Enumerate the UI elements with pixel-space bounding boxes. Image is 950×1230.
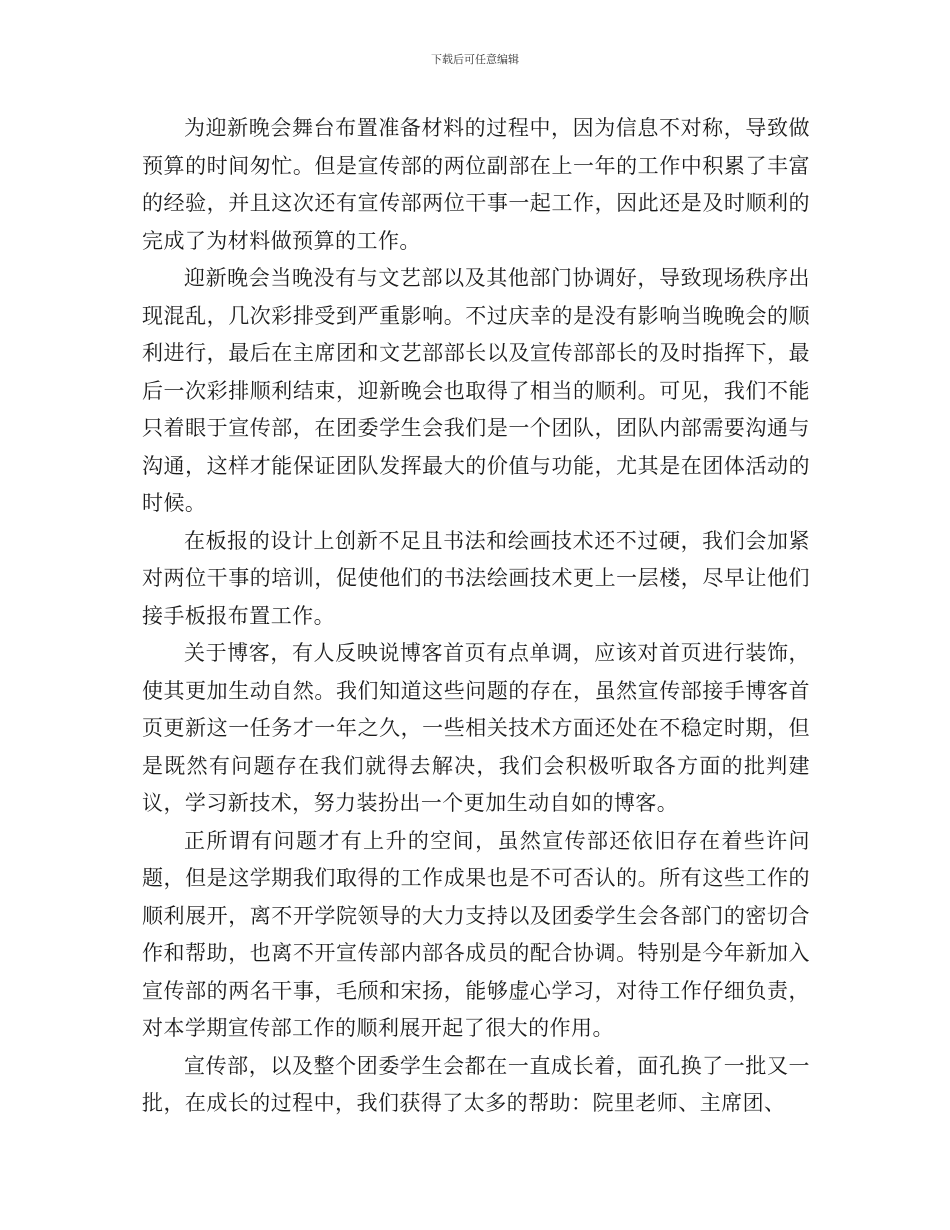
paragraph-blackboard-design: 在板报的设计上创新不足且书法和绘画技术还不过硬，我们会加紧对两位干事的培训，促使他们的书法绘画技术更上一层楼，尽早让他们接手板报布置工作。 <box>142 528 810 628</box>
paragraph-achievements: 正所谓有问题才有上升的空间，虽然宣传部还依旧存在着些许问题，但是这学期我们取得的工作成果也是不可否认的。所有这些工作的顺利展开，离不开学院领导的大力支持以及团委学生会各部门的密切合作和帮助，也离不开宣传部内部各成员的配合协调。特别是今年新加入宣传部的两名干事，毛颀和宋扬，能够虚心学习，对待工作仔细负责，对本学期宣传部工作的顺利展开起了很大的作用。 <box>142 828 810 1040</box>
paragraph-blog: 关于博客，有人反映说博客首页有点单调，应该对首页进行装饰，使其更加生动自然。我们知道这些问题的存在，虽然宣传部接手博客首页更新这一任务才一年之久，一些相关技术方面还处在不稳定时期，但是既然有问题存在我们就得去解决，我们会积极听取各方面的批判建议，学习新技术，努力装扮出一个更加生动自如的博客。 <box>142 641 810 815</box>
paragraph-stage-materials: 为迎新晚会舞台布置准备材料的过程中，因为信息不对称，导致做预算的时间匆忙。但是宣传部的两位副部在上一年的工作中积累了丰富的经验，并且这次还有宣传部两位干事一起工作，因此还是及时顺利的完成了为材料做预算的工作。 <box>142 116 810 253</box>
paragraph-welcome-party-coordination: 迎新晚会当晚没有与文艺部以及其他部门协调好，导致现场秩序出现混乱，几次彩排受到严重影响。不过庆幸的是没有影响当晚晚会的顺利进行，最后在主席团和文艺部部长以及宣传部部长的及时指挥下，最后一次彩排顺利结束，迎新晚会也取得了相当的顺利。可见，我们不能只着眼于宣传部，在团委学生会我们是一个团队，团队内部需要沟通与沟通，这样才能保证团队发挥最大的价值与功能，尤其是在团体活动的时候。 <box>142 266 810 515</box>
page-header: 下载后可任意编辑 <box>431 53 519 66</box>
paragraph-growth: 宣传部，以及整个团委学生会都在一直成长着，面孔换了一批又一批，在成长的过程中，我们获得了太多的帮助：院里老师、主席团、 <box>142 1053 810 1115</box>
document-body <box>142 110 810 1123</box>
